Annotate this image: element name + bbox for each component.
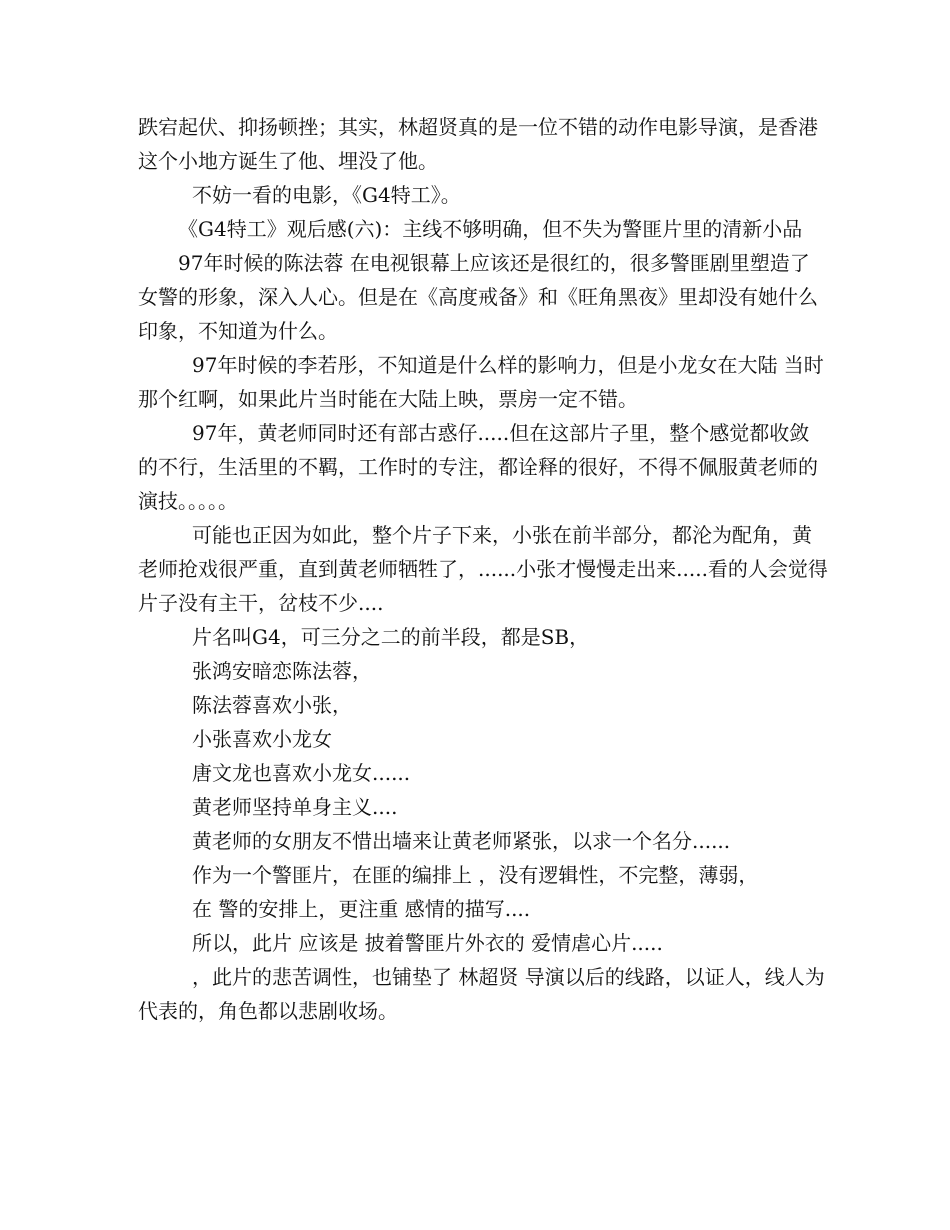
list-line: 唐文龙也喜欢小龙女...... [192, 761, 411, 785]
paragraph-1: 跌宕起伏、抑扬顿挫；其实，林超贤真的是一位不错的动作电影导演，是香港这个小地方诞生了他、埋没了他。 [138, 115, 818, 173]
paragraph-3: 97年时候的陈法蓉 在电视银幕上应该还是很红的，很多警匪剧里塑造了女警的形象，深入人心。但是在《高度戒备》和《旺角黑夜》里却没有她什么印象，不知道为什么。 [138, 251, 818, 343]
list-line: 小张喜欢小龙女 [192, 727, 332, 751]
list-line: 在 警的安排上，更注重 感情的描写.... [192, 897, 531, 921]
list-line: 作为一个警匪片，在匪的编排上 ，没有逻辑性，不完整，薄弱， [192, 863, 759, 887]
list-line: 陈法蓉喜欢小张， [192, 693, 352, 717]
document-body [138, 110, 828, 1028]
section-heading: 《G4特工》观后感(六)：主线不够明确，但不失为警匪片里的清新小品 [178, 217, 803, 241]
paragraph-4: 97年时候的李若彤，不知道是什么样的影响力，但是小龙女在大陆 当时那个红啊，如果此片当时能在大陆上映，票房一定不错。 [138, 353, 824, 411]
paragraph-6: 可能也正因为如此，整个片子下来，小张在前半部分，都沦为配角，黄老师抢戏很严重，直到黄老师牺牲了，......小张才慢慢走出来.....看的人会觉得片子没有主干，岔枝不少.... [138, 523, 828, 615]
paragraph-2: 不妨一看的电影，《G4特工》。 [192, 183, 461, 207]
list-line: 所以，此片 应该是 披着警匪片外衣的 爱情虐心片..... [192, 931, 663, 955]
list-line: 张鸿安暗恋陈法蓉， [192, 659, 372, 683]
list-line: 黄老师坚持单身主义.... [192, 795, 398, 819]
list-line: 黄老师的女朋友不惜出墙来让黄老师紧张，以求一个名分...... [192, 829, 731, 853]
paragraph-5: 97年，黄老师同时还有部古惑仔.....但在这部片子里，整个感觉都收敛的不行，生活里的不羁，工作时的专注，都诠释的很好，不得不佩服黄老师的演技。。。。。 [138, 421, 818, 513]
paragraph-last: ，此片的悲苦调性，也铺垫了 林超贤 导演以后的线路，以证人，线人为代表的，角色都以悲剧收场。 [138, 965, 825, 1023]
list-line: 片名叫G4，可三分之二的前半段，都是SB， [192, 625, 590, 649]
